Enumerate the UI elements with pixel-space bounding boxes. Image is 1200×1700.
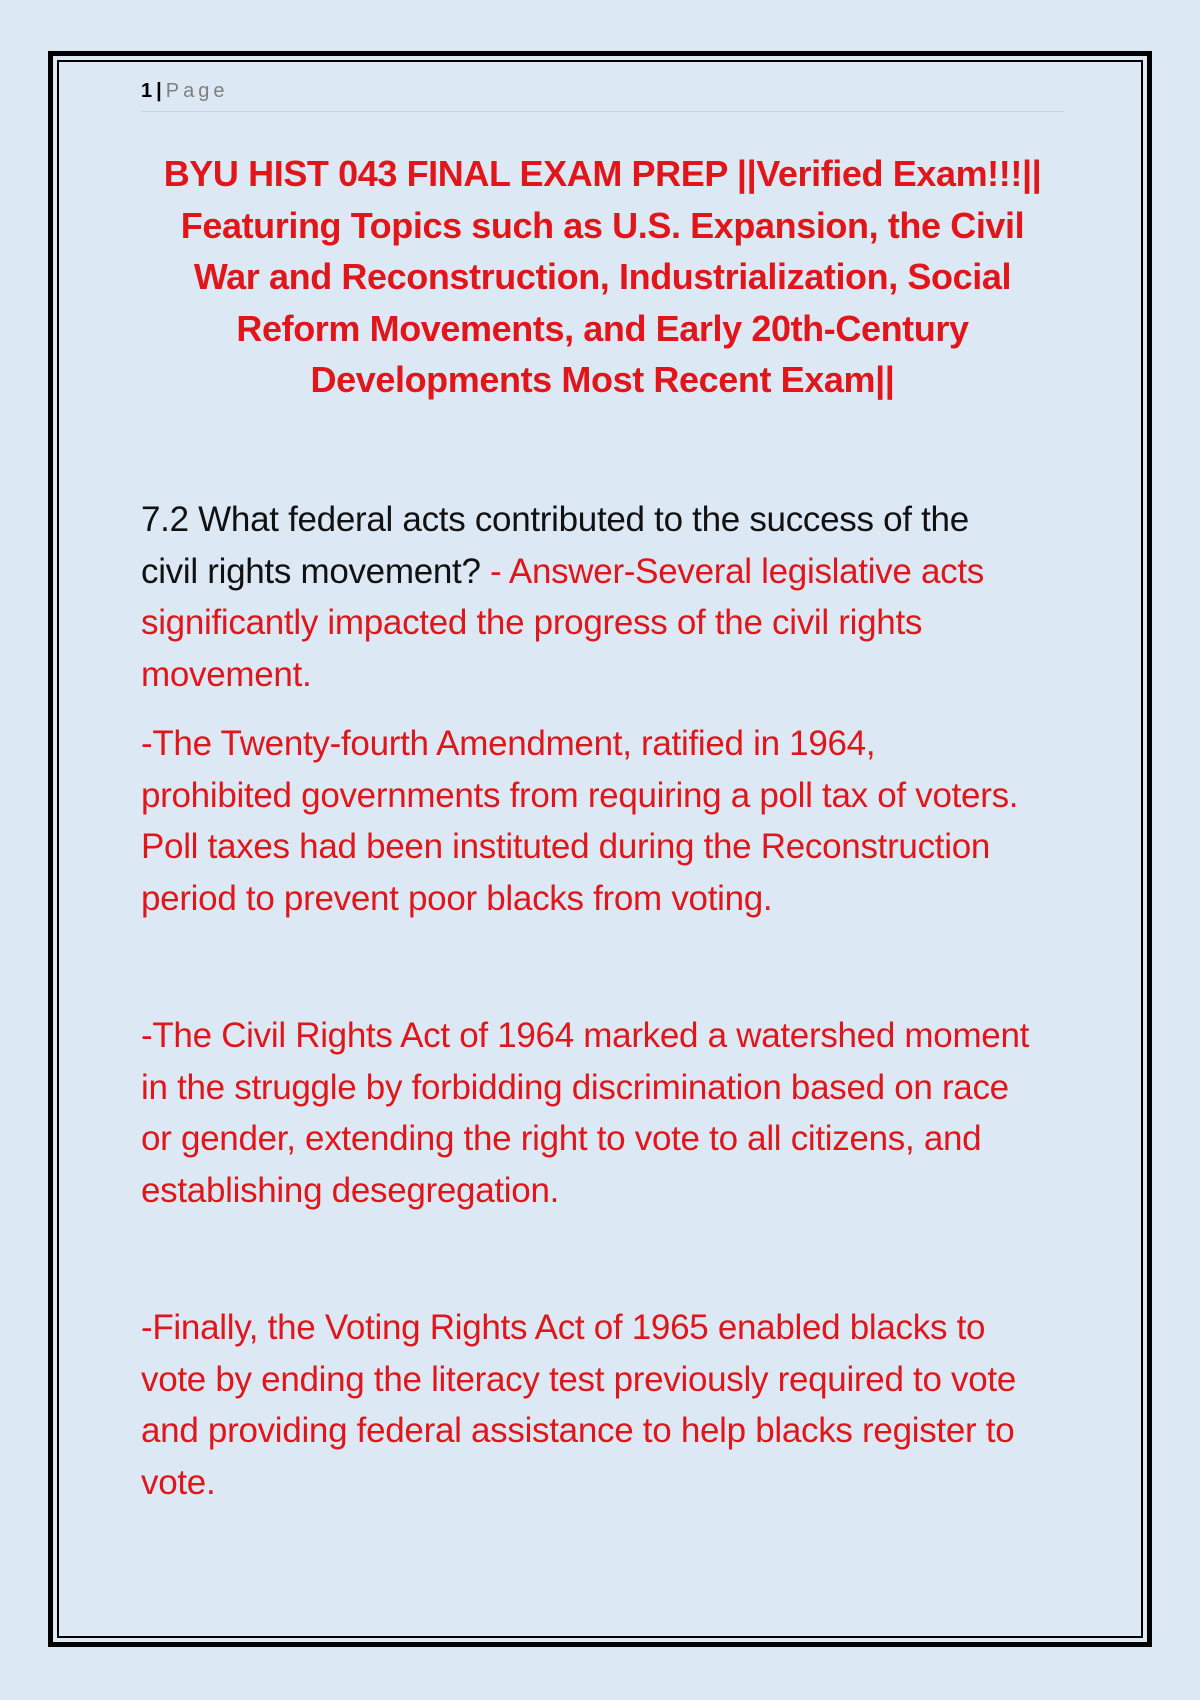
paragraph-line: or gender, extending the right to vote to all citizens, and — [141, 1119, 982, 1158]
paragraph-line: -Finally, the Voting Rights Act of 1965 enabled blacks to — [141, 1308, 986, 1347]
answer-line: movement. — [141, 654, 312, 694]
paragraph-line: -The Twenty-fourth Amendment, ratified in 1964, — [141, 724, 876, 763]
answer-intro: - Answer-Several legislative acts — [480, 551, 984, 591]
paragraph-line: and providing federal assistance to help blacks register to — [141, 1411, 1015, 1450]
paragraph-line: in the struggle by forbidding discrimination based on race — [141, 1067, 1009, 1107]
question-answer-block — [141, 494, 1081, 700]
document-body — [141, 494, 1081, 1508]
paragraph-line: -The Civil Rights Act of 1964 marked a watershed moment — [141, 1016, 1030, 1055]
page-header — [141, 80, 1064, 112]
question-text-line: 7.2 What federal acts contributed to the success of the — [141, 500, 969, 539]
title-line: Reform Movements, and Early 20th-Century — [236, 307, 969, 349]
paragraph-line: establishing desegregation. — [141, 1170, 560, 1210]
paragraph-line: vote. — [141, 1462, 216, 1502]
title-line: War and Reconstruction, Industrialization, Social — [193, 256, 1012, 297]
document-title — [141, 148, 1064, 406]
answer-line: significantly impacted the progress of the civil rights — [141, 603, 923, 642]
header-separator: | — [156, 80, 162, 102]
question-text-end: civil rights movement? — [141, 551, 481, 591]
title-line: Developments Most Recent Exam|| — [310, 359, 895, 400]
paragraph-twenty-fourth-amendment — [141, 718, 1081, 924]
paragraph-line: vote by ending the literacy test previously required to vote — [141, 1359, 1016, 1399]
page-number: 1 — [141, 80, 153, 102]
paragraph-voting-rights-act — [141, 1302, 1081, 1508]
title-line: Featuring Topics such as U.S. Expansion, the Civil — [180, 204, 1025, 246]
title-line: BYU HIST 043 FINAL EXAM PREP ||Verified Exam!!!|| — [163, 153, 1042, 194]
paragraph-line: Poll taxes had been instituted during the Reconstruction — [141, 827, 991, 866]
paragraph-line: prohibited governments from requiring a poll tax of voters. — [141, 775, 1019, 815]
page-label: Page — [165, 80, 229, 102]
paragraph-civil-rights-act — [141, 1010, 1081, 1216]
paragraph-line: period to prevent poor blacks from voting. — [141, 878, 773, 918]
